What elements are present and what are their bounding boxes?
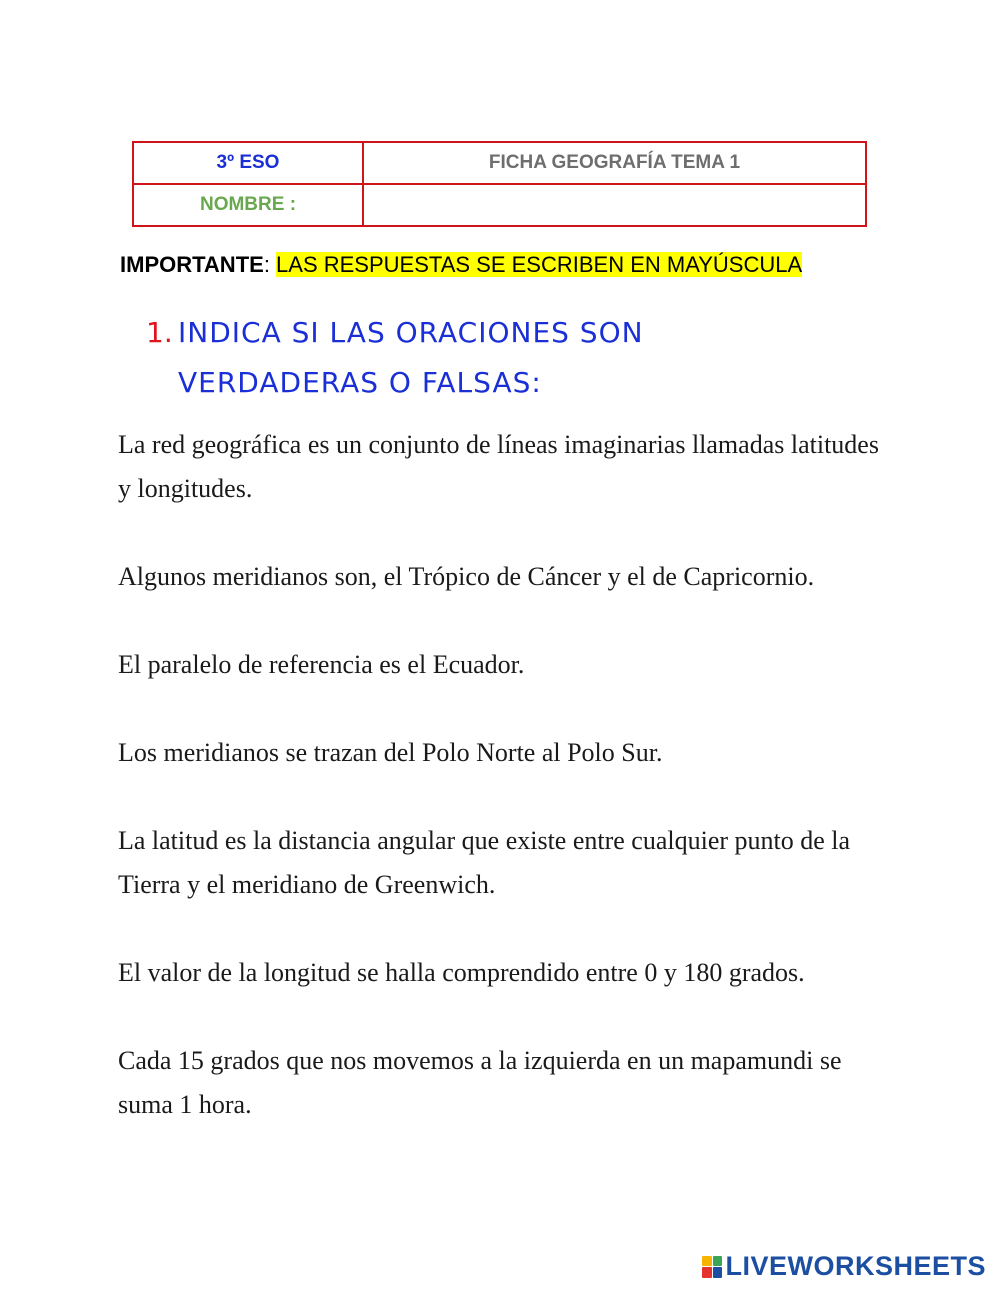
important-note — [120, 252, 802, 278]
logo-tile-2 — [713, 1256, 723, 1267]
liveworksheets-logo — [702, 1251, 986, 1282]
important-separator: : — [263, 252, 277, 277]
statement-4: Los meridianos se trazan del Polo Norte al Polo Sur. — [118, 738, 663, 767]
header-row — [133, 142, 866, 184]
name-row — [133, 184, 866, 226]
question-text: INDICA SI LAS ORACIONES SON VERDADERAS O FALSAS: — [178, 316, 644, 399]
question-number: 1. — [146, 316, 173, 349]
important-text: LAS RESPUESTAS SE ESCRIBEN EN MAYÚSCULA — [276, 252, 803, 277]
statement-2: Algunos meridianos son, el Trópico de Cáncer y el de Capricornio. — [118, 562, 815, 591]
statement-5: La latitud es la distancia angular que existe entre cualquier punto de la Tierra y el meridiano de Greenwich. — [118, 826, 851, 899]
logo-text: LIVEWORKSHEETS — [725, 1251, 986, 1281]
statement-7: Cada 15 grados que nos movemos a la izquierda en un mapamundi se suma 1 hora. — [118, 1046, 842, 1119]
statement-6: El valor de la longitud se halla comprendido entre 0 y 180 grados. — [118, 958, 805, 987]
logo-tile-3 — [702, 1267, 712, 1278]
liveworksheets-logo-icon — [702, 1256, 722, 1278]
course-label: 3º ESO — [133, 142, 363, 184]
name-label: NOMBRE : — [133, 184, 363, 226]
logo-tile-4 — [713, 1267, 723, 1278]
important-label: IMPORTANTE — [120, 252, 264, 277]
statement-1: La red geográfica es un conjunto de líneas imaginarias llamadas latitudes y longitudes. — [118, 430, 879, 503]
question-1 — [146, 308, 846, 408]
statement-3: El paralelo de referencia es el Ecuador. — [118, 650, 525, 679]
name-field[interactable] — [363, 184, 866, 226]
logo-tile-1 — [702, 1256, 712, 1267]
header-table — [132, 141, 867, 227]
statements-list — [118, 423, 893, 1171]
worksheet-title: FICHA GEOGRAFÍA TEMA 1 — [363, 142, 866, 184]
